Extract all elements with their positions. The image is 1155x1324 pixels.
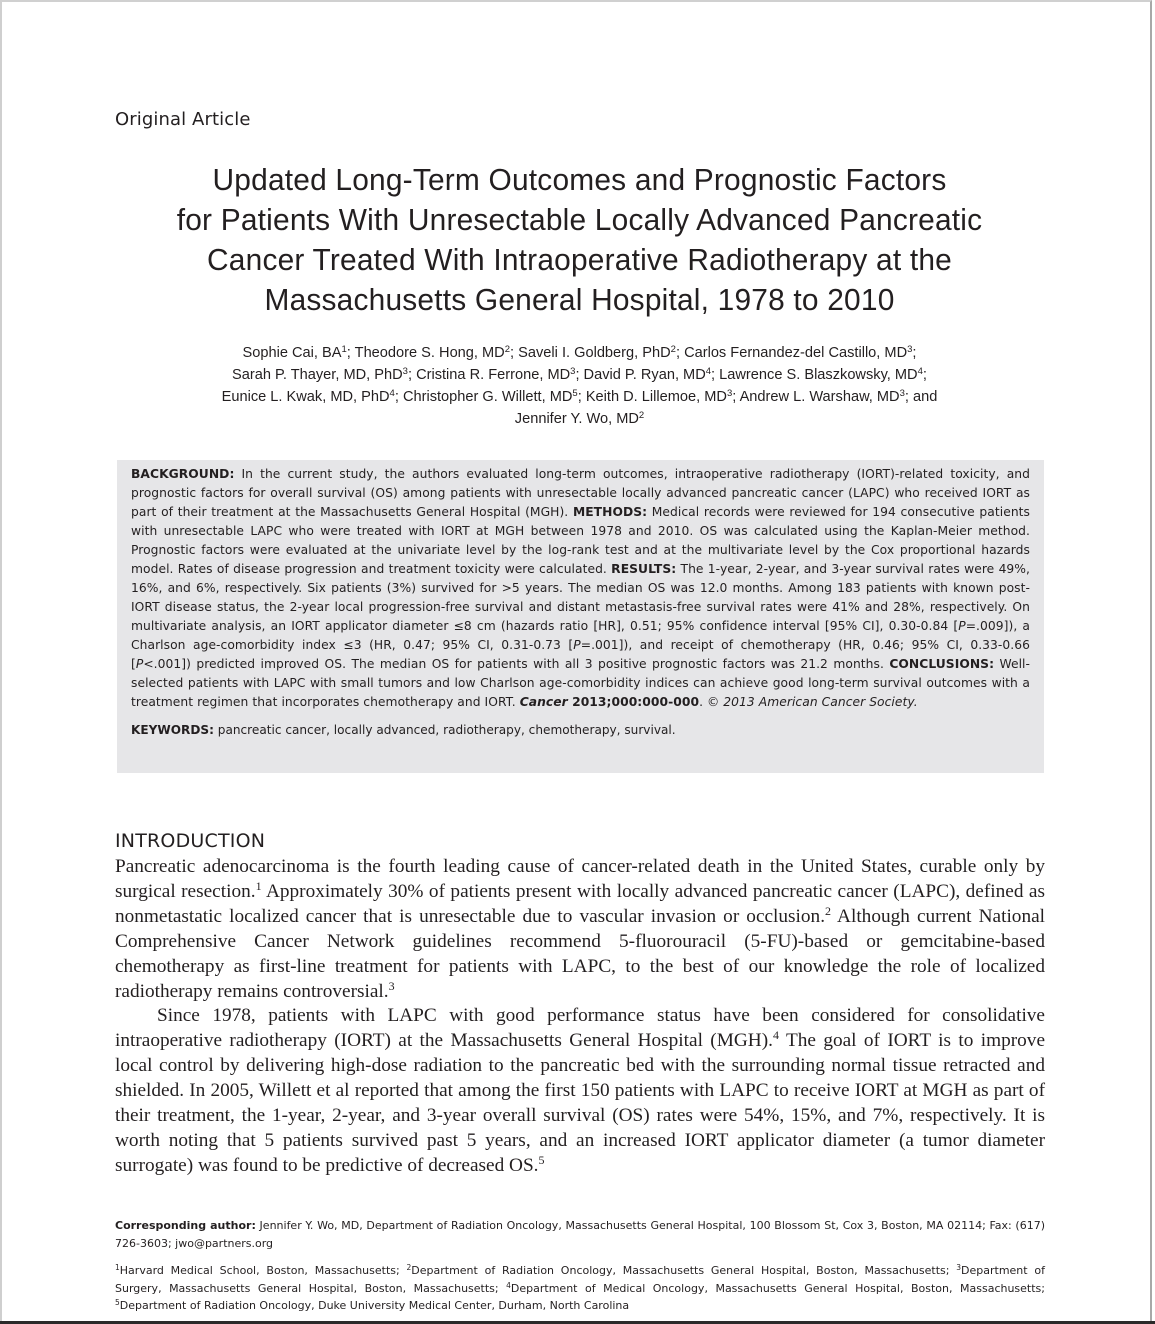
copyright: © 2013 American Cancer Society. (707, 695, 918, 709)
author: Jennifer Y. Wo, $MD^2$ (514, 410, 645, 427)
author: Cristina R. Ferrone, $MD^3$; (416, 366, 584, 383)
abstract-box (117, 460, 1044, 773)
affiliation-marker: 4 (705, 366, 712, 377)
corresponding-author-label: Corresponding author: (115, 1219, 256, 1232)
author: Keith D. Lillemoe, $MD^3$; (585, 388, 740, 405)
reference-marker[interactable]: 2 (825, 903, 832, 918)
article-title (112, 160, 1048, 320)
affiliations: $^1$Harvard Medical School, Boston, Massachusetts; $^2$Department of Radiation Oncology, Massachusetts General Hospital, Boston, Massachusetts; $^3$Department of Surgery, Massachusetts General Hospital, Boston, Massachusetts; $^4$Department of Medical Oncology, Massachusetts General Hospital, Boston, Massachusetts; $^5$Department of Radiation Oncology, Duke University Medical Center, Durham, North Carolina (115, 1263, 1045, 1312)
affiliation-marker: 2 (670, 344, 676, 355)
affiliation-marker: 2 (504, 344, 511, 355)
p-value-symbol: P (573, 638, 581, 652)
author: Sarah P. Thayer, MD, PhD$^3$; (232, 366, 417, 383)
abstract-conclusions: Well-selected patients with LAPC with small tumors and low Charlson age-comorbidity indices can achieve good long-term survival outcomes with a treatment regimen that incorporates chemotherapy and IORT. (131, 657, 1030, 709)
title-line: Massachusetts General Hospital, 1978 to 2010 (264, 283, 895, 317)
keywords (131, 721, 1030, 740)
p-value-symbol: P (135, 657, 144, 671)
title-line: Updated Long-Term Outcomes and Prognostic Factors (212, 163, 947, 197)
affiliation-marker: 5 (572, 388, 578, 399)
title-line: Cancer Treated With Intraoperative Radiotherapy at the (207, 243, 952, 277)
author: David P. Ryan, $MD^4$; (583, 366, 720, 383)
abstract-methods: Medical records were reviewed for 194 consecutive patients with unresectable LAPC who were treated with IORT at MGH between 1978 and 2010. OS was calculated using the Kaplan-Meier method. Prognostic factors were evaluated at the univariate level by the log-rank test and at the multivariate level by the Cox proportional hazards model. Rates of disease progression and treatment toxicity were calculated. (131, 505, 1030, 576)
introduction-heading: INTRODUCTION (115, 830, 266, 852)
keywords-text: pancreatic cancer, locally advanced, radiotherapy, chemotherapy, survival. (213, 723, 676, 737)
title-line: for Patients With Unresectable Locally Advanced Pancreatic (176, 203, 983, 237)
abstract-results-label: RESULTS: (611, 562, 677, 576)
affiliation-marker: 3 (402, 366, 408, 377)
author: Lawrence S. Blaszkowsky, $MD^4$; (719, 366, 927, 383)
affiliation-marker: 2 (638, 410, 645, 421)
affiliation-marker: 3 (726, 388, 733, 399)
author: Andrew L. Warshaw, $MD^3$; and (739, 388, 938, 405)
footnotes (115, 1217, 1045, 1315)
author-list (132, 342, 1027, 430)
abstract-background-label: BACKGROUND: (131, 467, 235, 481)
corresponding-author: Corresponding author: Jennifer Y. Wo, MD, Department of Radiation Oncology, Massachusetts General Hospital, 100 Blossom St, Cox 3, Boston, MA 02114; Fax: (617) 726-3603; jwo@partners.org (115, 1219, 1046, 1250)
abstract-conclusions-label: CONCLUSIONS: (889, 657, 995, 671)
author: Saveli I. Goldberg, PhD$^2$; (518, 344, 685, 361)
abstract-background: In the current study, the authors evaluated long-term outcomes, intraoperative radiotherapy (IORT)-related toxicity, and prognostic factors for overall survival (OS) among patients with unresectable locally advanced pancreatic cancer (LAPC) who received IORT as part of their treatment at the Massachusetts General Hospital (MGH). (131, 467, 1030, 519)
paragraph: Pancreatic adenocarcinoma is the fourth leading cause of cancer-related death in the United States, curable only by surgical resection.$^1$ Approximately 30% of patients present with locally advanced pancreatic cancer (LAPC), defined as nonmetastatic localized cancer that is unresectable due to vascular invasion or occlusion.$^2$ Although current National Comprehensive Cancer Network guidelines recommend 5-fluorouracil (5-FU)-based or gemcitabine-based chemotherapy as first-line treatment for patients with LAPC, to the best of our knowledge the role of localized radiotherapy remains controversial.$^3$ (115, 856, 1046, 1002)
author: Sophie Cai, $BA^1$; (242, 344, 355, 361)
reference-marker[interactable]: 4 (772, 1028, 779, 1043)
journal-citation: Cancer 2013;000:000-000 (519, 695, 700, 709)
author: Christopher G. Willett, $MD^5$; (402, 388, 586, 405)
affiliation-marker: 3 (899, 388, 905, 399)
affiliation-marker: 1 (341, 344, 347, 355)
reference-marker[interactable]: 1 (255, 878, 262, 893)
reference-marker[interactable]: 5 (538, 1152, 545, 1167)
affiliation-marker: 4 (917, 366, 923, 377)
affiliation-marker: 4 (389, 388, 395, 399)
introduction-body (115, 855, 1045, 1179)
abstract-results: The 1-year, 2-year, and 3-year survival rates were 49%, 16%, and 6%, respectively. Six patients (3%) survived for >5 years. The median OS was 12.0 months. Among 183 patients with known post-IORT disease status, the 2-year local progression-free survival and distant metastasis-free survival rates were 41% and 28%, respectively. On multivariate analysis, an IORT applicator diameter ≤8 cm (hazards ratio [HR], 0.51; 95% confidence interval [95% CI], 0.30-0.84 [ (131, 562, 1031, 633)
journal-name: Cancer (519, 695, 568, 709)
author: Theodore S. Hong, $MD^2$; (354, 344, 519, 361)
abstract-text: BACKGROUND: In the current study, the authors evaluated long-term outcomes, intraoperative radiotherapy (IORT)-related toxicity, and prognostic factors for overall survival (OS) among patients with unresectable locally advanced pancreatic cancer (LAPC) who received IORT as part of their treatment at the Massachusetts General Hospital (MGH). METHODS: Medical records were reviewed for 194 consecutive patients with unresectable LAPC who were treated with IORT at MGH between 1978 and 2010. OS was calculated using the Kaplan-Meier method. Prognostic factors were evaluated at the univariate level by the log-rank test and at the multivariate level by the Cox proportional hazards model. Rates of disease progression and treatment toxicity were calculated. RESULTS: The 1-year, 2-year, and 3-year survival rates were 49%, 16%, and 6%, respectively. Six patients (3%) survived for >5 years. The median OS was 12.0 months. Among 183 patients with known post-IORT disease status, the 2-year local progression-free survival and distant metastasis-free survival rates were 41% and 28%, respectively. On multivariate analysis, an IORT applicator diameter ≤8 cm (hazards ratio [HR], 0.51; 95% confidence interval [95% CI], 0.30-0.84 [P=.009]), a Charlson age-comorbidity index ≤3 (HR, 0.47; 95% CI, 0.31-0.73 [P=.001]), and receipt of chemotherapy (HR, 0.46; 95% CI, 0.33-0.66 [P<.001]) predicted improved OS. The median OS for patients with all 3 positive prognostic factors was 21.2 months. CONCLUSIONS: Well-selected patients with LAPC with small tumors and low Charlson age-comorbidity indices can achieve good long-term survival outcomes with a treatment regimen that incorporates chemotherapy and IORT. Cancer 2013;000:000-000. © 2013 American Cancer Society. (131, 467, 1031, 709)
reference-marker[interactable]: 3 (388, 978, 395, 993)
author: Eunice L. Kwak, MD, PhD$^4$; (221, 388, 403, 405)
abstract-methods-label: METHODS: (572, 505, 648, 519)
author: Carlos Fernandez-del Castillo, $MD^3$; (684, 344, 917, 361)
p-value-symbol: P (958, 619, 966, 633)
affiliation-marker: 3 (570, 366, 576, 377)
paragraph: Since 1978, patients with LAPC with good performance status have been considered for consolidative intraoperative radiotherapy (IORT) at the Massachusetts General Hospital (MGH).$^4$ The goal of IORT is to improve local control by delivering high-dose radiation to the pancreatic bed with the surrounding normal tissue retracted and shielded. In 2005, Willett et al reported that among the first 150 patients with LAPC to receive IORT at MGH as part of their treatment, the 1-year, 2-year, and 3-year overall survival (OS) rates were 54%, 15%, and 7%, respectively. It is worth noting that 5 patients survived past 5 years, and an increased IORT applicator diameter (a tumor diameter surrogate) was found to be predictive of decreased OS.$^5$ (115, 1005, 1046, 1176)
keywords-label: KEYWORDS: (131, 723, 214, 737)
article-type-label: Original Article (115, 109, 251, 130)
affiliation-marker: 3 (907, 344, 913, 355)
